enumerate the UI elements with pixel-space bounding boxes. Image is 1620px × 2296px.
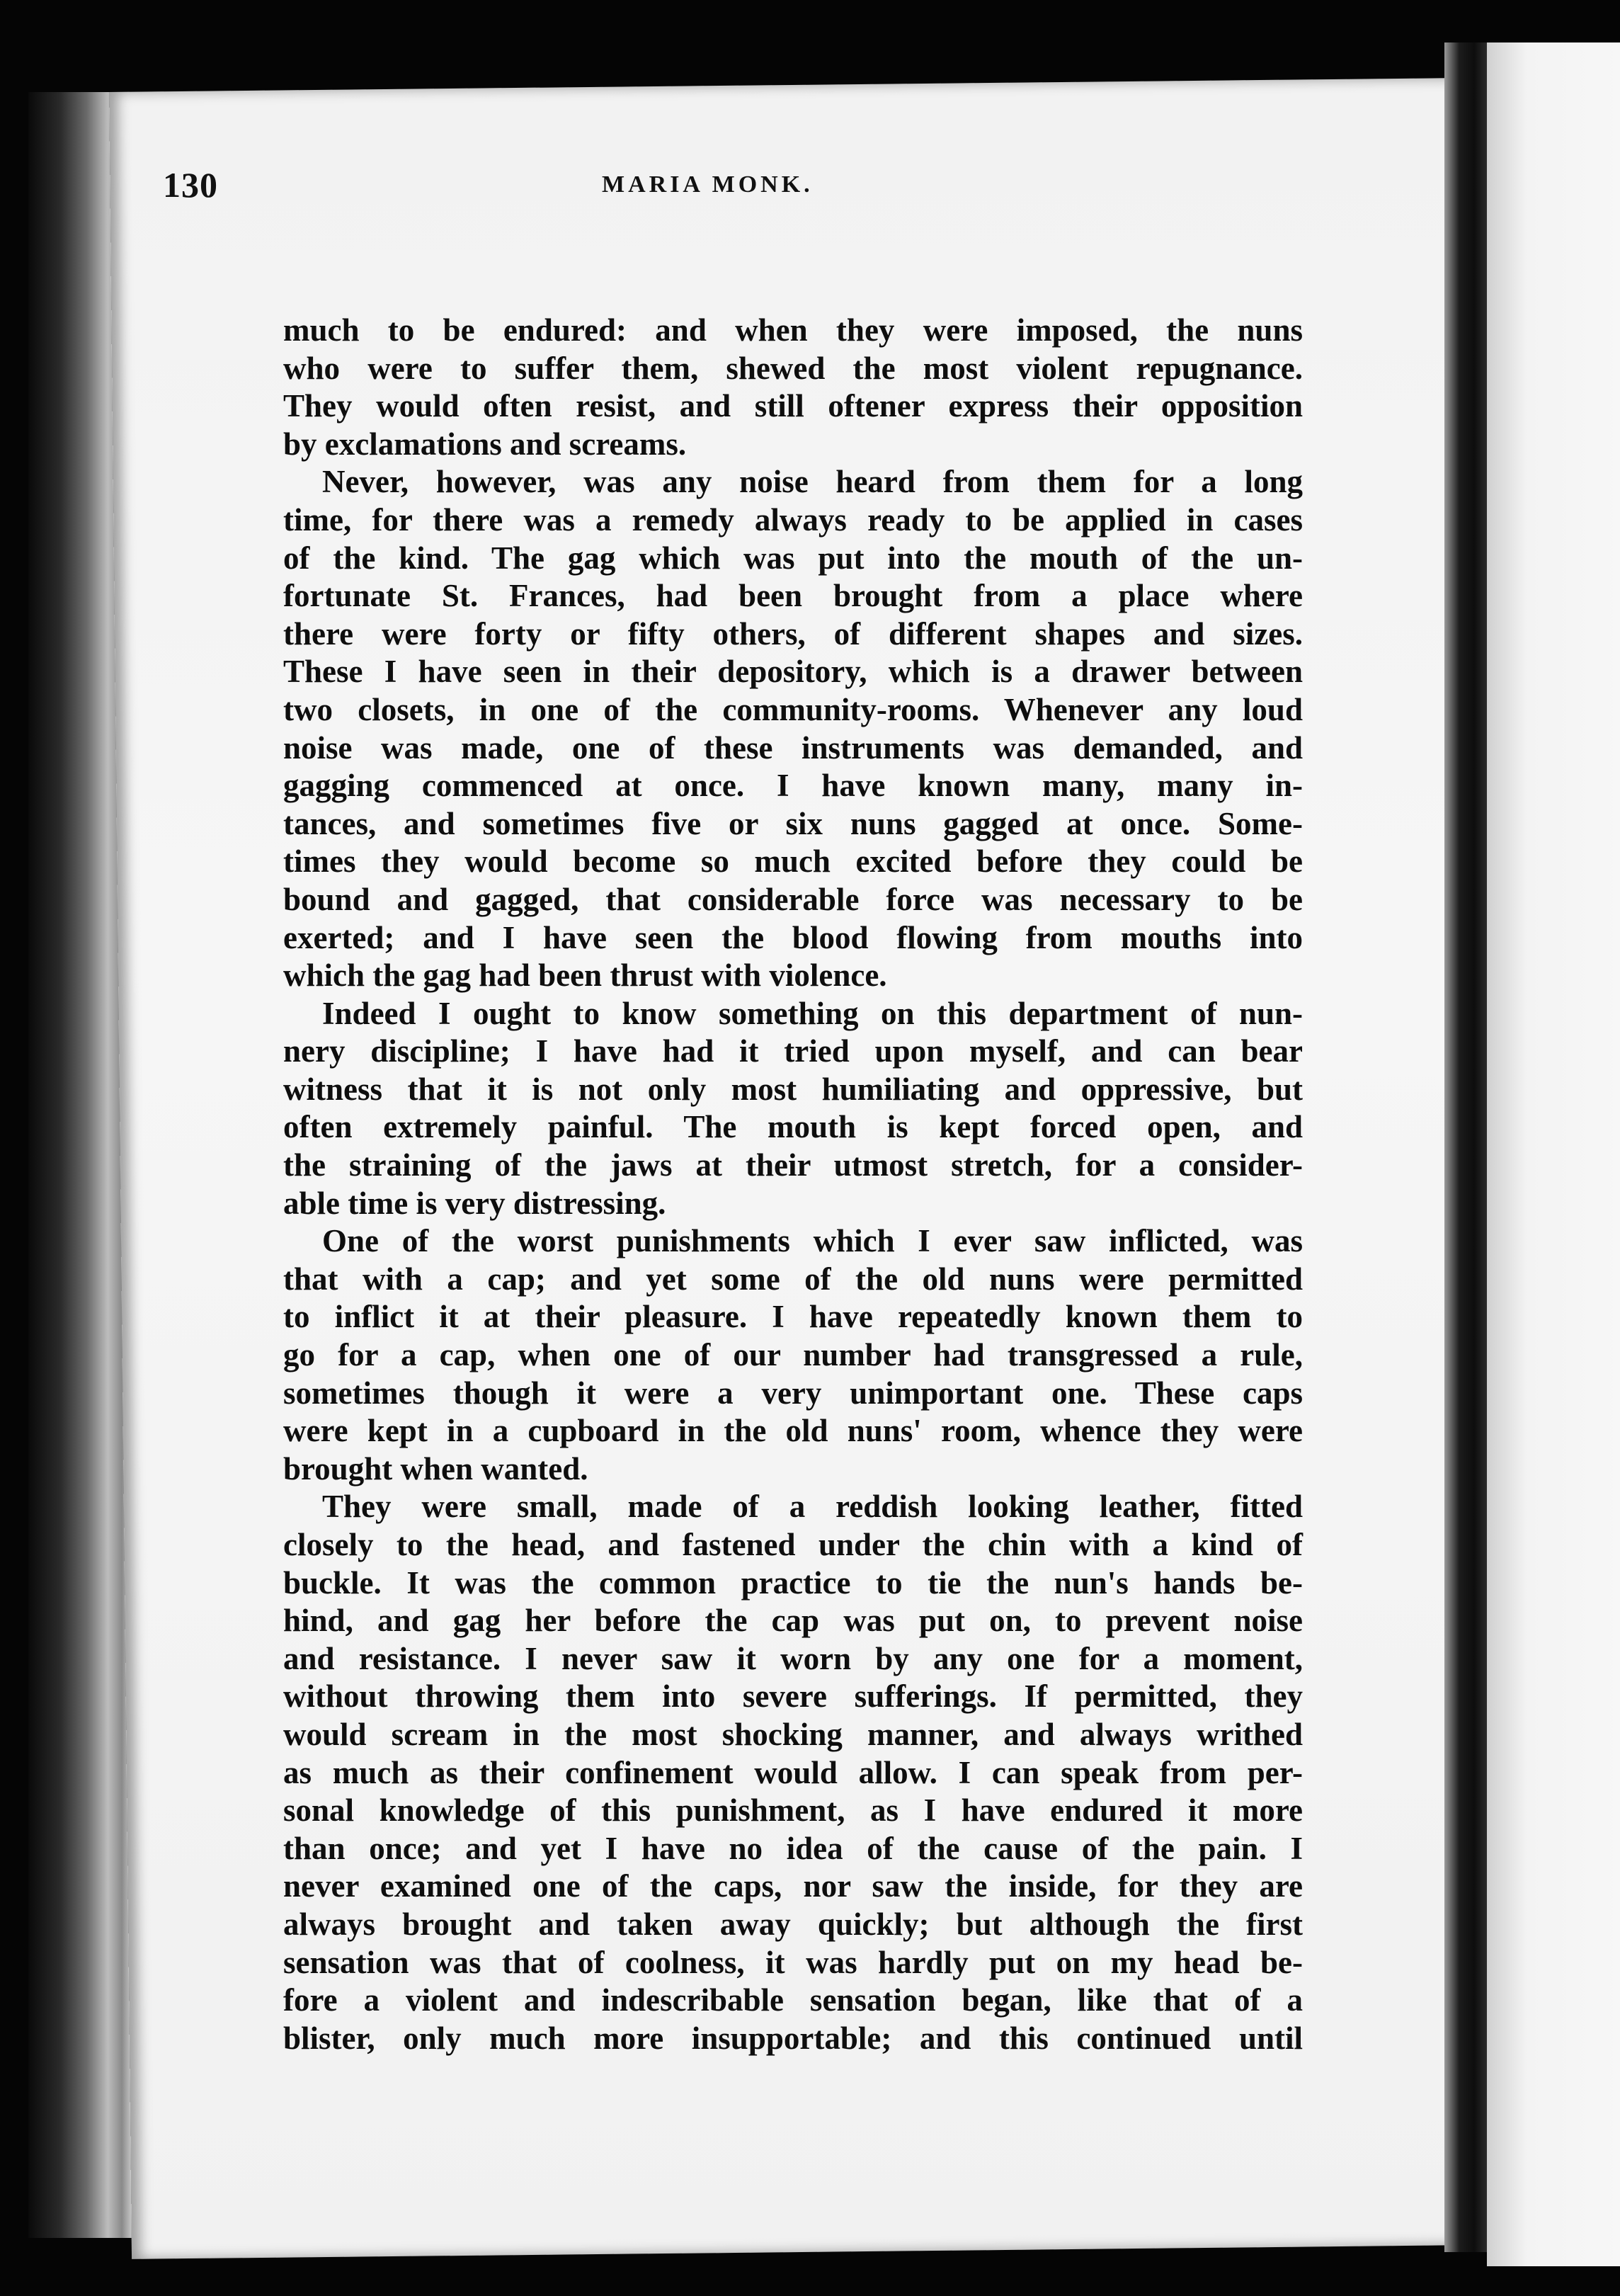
text-line: times they would become so much excited before they could be <box>283 843 1303 880</box>
running-title: MARIA MONK. <box>602 171 814 198</box>
paragraph <box>283 995 1303 1223</box>
text-line: always brought and taken away quickly; but although the first <box>283 1906 1303 1942</box>
text-line: would scream in the most shocking manner, and always writhed <box>283 1716 1303 1752</box>
text-line: as much as their confinement would allow. I can speak from per- <box>283 1754 1303 1790</box>
text-line: buckle. It was the common practice to tie the nun's hands be- <box>283 1564 1303 1601</box>
text-line: These I have seen in their depository, which is a drawer between <box>283 654 1303 690</box>
text-line: that with a cap; and yet some of the old nuns were permitted <box>283 1261 1303 1297</box>
text-line: much to be endured: and when they were imposed, the nuns <box>283 312 1303 348</box>
text-line: nery discipline; I have had it tried upon myself, and can bear <box>283 1033 1303 1069</box>
text-line: which the gag had been thrust with violence. <box>283 957 887 994</box>
facing-page-edge <box>1487 42 1620 2266</box>
text-line: there were forty or fifty others, of different shapes and sizes. <box>283 615 1303 652</box>
text-line: than once; and yet I have no idea of the cause of the pain. I <box>283 1830 1303 1866</box>
text-line: go for a cap, when one of our number had transgressed a rule, <box>283 1337 1303 1373</box>
text-line: by exclamations and screams. <box>283 426 687 462</box>
text-line: time, for there was a remedy always ready to be applied in cases <box>283 501 1303 538</box>
body-text <box>283 312 1303 2057</box>
paragraph <box>283 463 1303 994</box>
text-line: exerted; and I have seen the blood flowing from mouths into <box>283 919 1303 955</box>
paragraph <box>283 1488 1303 2057</box>
text-line: One of the worst punishments which I ever saw inflicted, was <box>322 1223 1303 1259</box>
text-line: who were to suffer them, shewed the most violent repugnance. <box>283 350 1303 386</box>
text-line: often extremely painful. The mouth is kept forced open, and <box>283 1109 1303 1145</box>
text-line: sensation was that of coolness, it was hardly put on my head be- <box>283 1944 1303 1980</box>
text-line: brought when wanted. <box>283 1450 588 1487</box>
text-line: hind, and gag her before the cap was put on, to prevent noise <box>283 1603 1303 1639</box>
text-line: bound and gagged, that considerable force was necessary to be <box>283 881 1303 917</box>
running-head <box>163 164 1296 221</box>
text-line: sonal knowledge of this punishment, as I have endured it more <box>283 1792 1303 1829</box>
text-line: fortunate St. Frances, had been brought from a place where <box>283 578 1303 614</box>
text-line: tances, and sometimes five or six nuns gagged at once. Some- <box>283 805 1303 841</box>
text-line: the straining of the jaws at their utmost stretch, for a consider- <box>283 1147 1303 1183</box>
text-line: to inflict it at their pleasure. I have repeatedly known them to <box>283 1299 1303 1335</box>
paragraph <box>283 1222 1303 1488</box>
text-line: were kept in a cupboard in the old nuns' room, whence they were <box>283 1413 1303 1449</box>
text-line: They would often resist, and still oftener express their opposition <box>283 388 1303 424</box>
text-line: never examined one of the caps, nor saw the inside, for they are <box>283 1868 1303 1904</box>
text-line: able time is very distressing. <box>283 1185 666 1221</box>
text-line: Indeed I ought to know something on this department of nun- <box>322 995 1303 1031</box>
text-line: and resistance. I never saw it worn by any one for a moment, <box>283 1640 1303 1676</box>
text-line: of the kind. The gag which was put into the mouth of the un- <box>283 540 1303 576</box>
text-line: blister, only much more insupportable; and this continued until <box>283 2020 1303 2056</box>
text-line: without throwing them into severe sufferings. If permitted, they <box>283 1678 1303 1715</box>
paragraph <box>283 312 1303 463</box>
text-line: two closets, in one of the community-rooms. Whenever any loud <box>283 691 1303 727</box>
text-line: gagging commenced at once. I have known many, many in- <box>283 768 1303 804</box>
text-line: witness that it is not only most humiliating and oppressive, but <box>283 1071 1303 1107</box>
text-line: closely to the head, and fastened under the chin with a kind of <box>283 1527 1303 1562</box>
text-line: They were small, made of a reddish looking leather, fitted <box>322 1489 1303 1525</box>
text-line: fore a violent and indescribable sensation began, like that of a <box>283 1982 1303 2018</box>
text-line: noise was made, one of these instruments was demanded, and <box>283 729 1303 766</box>
page-number: 130 <box>163 165 218 205</box>
text-line: Never, however, was any noise heard from them for a long <box>322 464 1303 500</box>
text-line: sometimes though it were a very unimportant one. These caps <box>283 1375 1303 1411</box>
